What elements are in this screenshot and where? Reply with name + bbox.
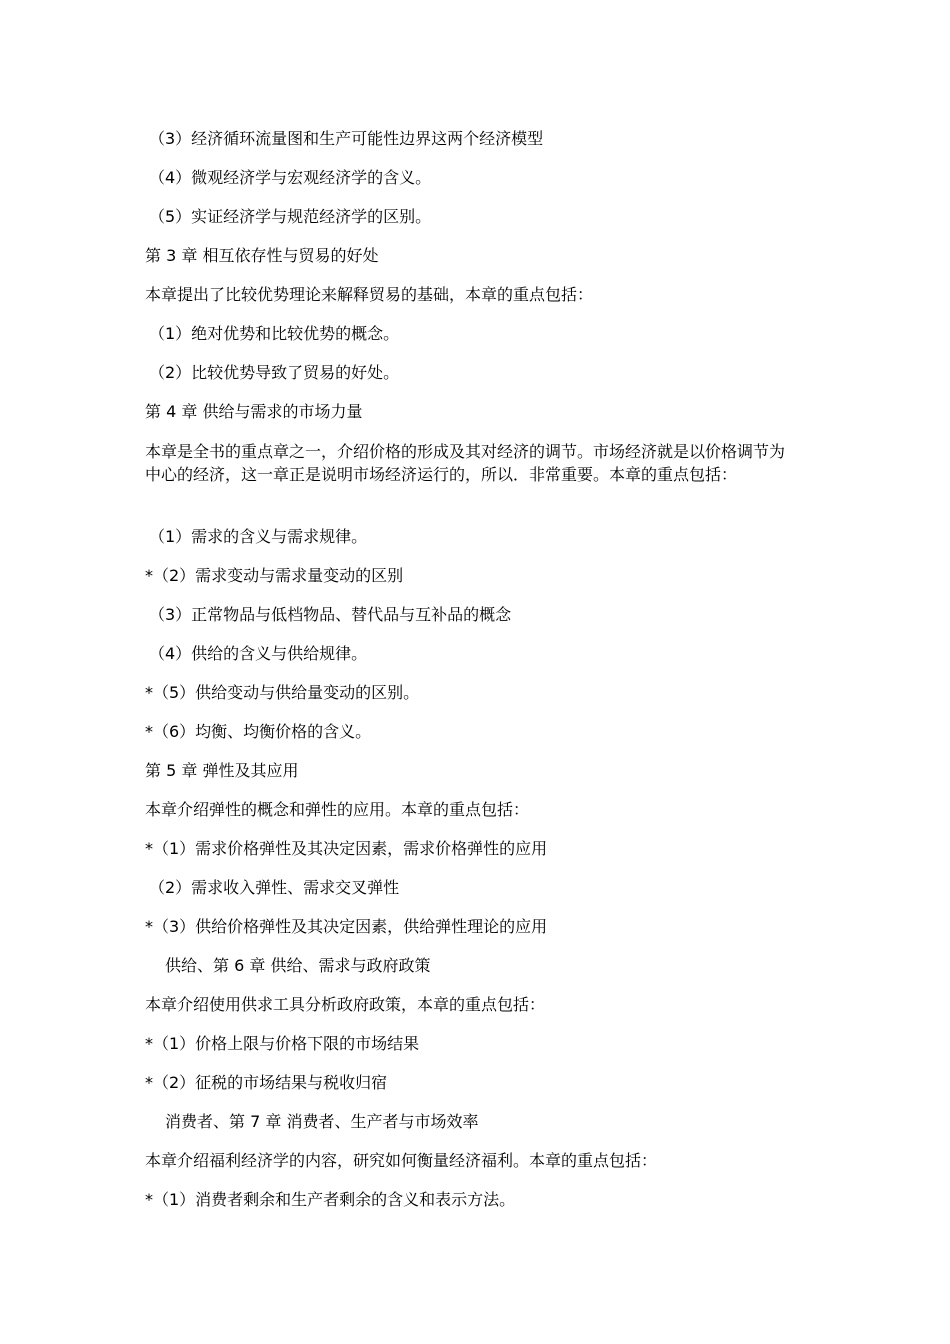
- chapter-heading: 消费者、第 7 章 消费者、生产者与市场效率: [165, 1112, 479, 1131]
- list-item: （1）需求的含义与需求规律。: [149, 527, 368, 546]
- list-item: *（1）需求价格弹性及其决定因素，需求价格弹性的应用: [145, 839, 548, 858]
- paragraph: 本章介绍使用供求工具分析政府政策，本章的重点包括：: [145, 995, 546, 1014]
- chapter-heading: 第 4 章 供给与需求的市场力量: [145, 402, 363, 421]
- list-item: *（1）价格上限与价格下限的市场结果: [145, 1034, 420, 1053]
- chapter-heading: 第 5 章 弹性及其应用: [145, 761, 299, 780]
- paragraph: 本章提出了比较优势理论来解释贸易的基础，本章的重点包括：: [145, 285, 594, 304]
- list-item: *（2）需求变动与需求量变动的区别: [145, 566, 404, 585]
- list-item: （4）微观经济学与宏观经济学的含义。: [149, 168, 432, 187]
- chapter-heading: 供给、第 6 章 供给、需求与政府政策: [165, 956, 431, 975]
- list-item: （2）需求收入弹性、需求交叉弹性: [149, 878, 400, 897]
- paragraph: 本章是全书的重点章之一，介绍价格的形成及其对经济的调节。市场经济就是以价格调节为中心的经济，这一章正是说明市场经济运行的，所以．非常重要。本章的重点包括：: [145, 442, 786, 484]
- list-item: （3）正常物品与低档物品、替代品与互补品的概念: [149, 605, 512, 624]
- list-item: *（6）均衡、均衡价格的含义。: [145, 722, 372, 741]
- paragraph: 本章介绍弹性的概念和弹性的应用。本章的重点包括：: [145, 800, 530, 819]
- list-item: （4）供给的含义与供给规律。: [149, 644, 368, 663]
- chapter-heading: 第 3 章 相互依存性与贸易的好处: [145, 246, 379, 265]
- list-item: （2）比较优势导致了贸易的好处。: [149, 363, 400, 382]
- list-item: *（1）消费者剩余和生产者剩余的含义和表示方法。: [145, 1190, 516, 1209]
- list-item: *（2）征税的市场结果与税收归宿: [145, 1073, 388, 1092]
- paragraph: 本章介绍福利经济学的内容，研究如何衡量经济福利。本章的重点包括：: [145, 1151, 658, 1170]
- list-item: *（5）供给变动与供给量变动的区别。: [145, 683, 420, 702]
- list-item: （5）实证经济学与规范经济学的区别。: [149, 207, 432, 226]
- list-item: （3）经济循环流量图和生产可能性边界这两个经济模型: [149, 129, 544, 148]
- list-item: *（3）供给价格弹性及其决定因素，供给弹性理论的应用: [145, 917, 548, 936]
- list-item: （1）绝对优势和比较优势的概念。: [149, 324, 400, 343]
